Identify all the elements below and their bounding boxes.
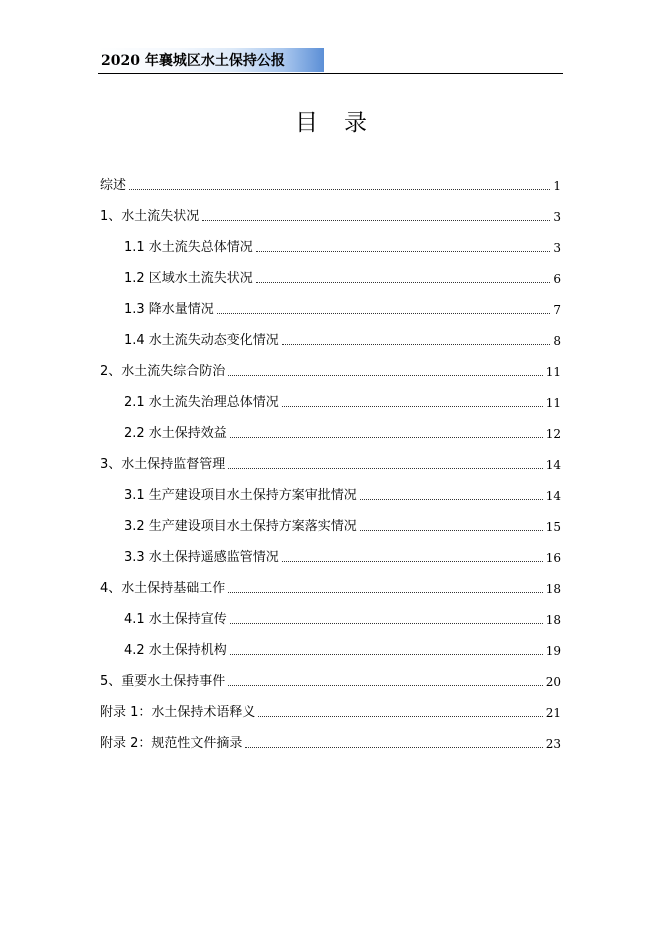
toc-entry-label: 5、重要水土保持事件 xyxy=(100,674,226,689)
toc-entry-page-number: 14 xyxy=(545,458,561,472)
toc-entry[interactable] xyxy=(100,319,561,350)
toc-entry-page-number: 12 xyxy=(545,427,561,441)
toc-entry-page-number: 16 xyxy=(545,551,561,565)
toc-entry-page-number: 20 xyxy=(545,675,561,689)
toc-entry[interactable] xyxy=(100,412,561,443)
table-of-contents xyxy=(100,164,561,753)
toc-dot-leader xyxy=(282,561,543,562)
toc-entry-page-number: 21 xyxy=(545,706,561,720)
toc-entry-label: 综述 xyxy=(100,178,127,193)
toc-entry[interactable] xyxy=(100,443,561,474)
toc-dot-leader xyxy=(217,313,551,314)
toc-dot-leader xyxy=(230,623,543,624)
toc-entry-page-number: 19 xyxy=(545,644,561,658)
toc-entry-label: 1.1 水土流失总体情况 xyxy=(124,240,253,255)
toc-entry-page-number: 7 xyxy=(553,303,561,317)
toc-dot-leader xyxy=(360,499,543,500)
toc-dot-leader xyxy=(256,282,551,283)
toc-entry-page-number: 8 xyxy=(553,334,561,348)
toc-dot-leader xyxy=(228,468,542,469)
toc-entry-label: 4.2 水土保持机构 xyxy=(124,643,227,658)
toc-entry-page-number: 6 xyxy=(553,272,561,286)
toc-heading: 目录 xyxy=(295,110,393,136)
toc-entry-label: 4、水土保持基础工作 xyxy=(100,581,226,596)
toc-entry[interactable] xyxy=(100,195,561,226)
toc-entry[interactable] xyxy=(100,164,561,195)
toc-entry-label: 3.2 生产建设项目水土保持方案落实情况 xyxy=(124,519,357,534)
toc-dot-leader xyxy=(256,251,551,252)
toc-entry-label: 1.2 区域水土流失状况 xyxy=(124,271,253,286)
toc-dot-leader xyxy=(228,375,542,376)
toc-entry-page-number: 3 xyxy=(553,210,561,224)
toc-entry[interactable] xyxy=(100,660,561,691)
toc-entry-page-number: 18 xyxy=(545,582,561,596)
toc-entry[interactable] xyxy=(100,567,561,598)
toc-entry-page-number: 3 xyxy=(553,241,561,255)
document-header-title: 2020 年襄城区水土保持公报 xyxy=(101,53,285,69)
toc-entry-page-number: 23 xyxy=(545,737,561,751)
toc-entry[interactable] xyxy=(100,288,561,319)
toc-entry-page-number: 11 xyxy=(545,396,561,410)
toc-entry-label: 3.1 生产建设项目水土保持方案审批情况 xyxy=(124,488,357,503)
toc-dot-leader xyxy=(230,437,543,438)
toc-entry-label: 3.3 水土保持遥感监管情况 xyxy=(124,550,279,565)
toc-entry[interactable] xyxy=(100,722,561,753)
toc-entry-label: 3、水土保持监督管理 xyxy=(100,457,226,472)
toc-dot-leader xyxy=(258,716,542,717)
toc-entry[interactable] xyxy=(100,226,561,257)
toc-entry-label: 1.4 水土流失动态变化情况 xyxy=(124,333,279,348)
toc-entry-label: 2.1 水土流失治理总体情况 xyxy=(124,395,279,410)
toc-entry-label: 2、水土流失综合防治 xyxy=(100,364,226,379)
toc-entry-page-number: 18 xyxy=(545,613,561,627)
toc-entry-label: 附录 2：规范性文件摘录 xyxy=(100,736,243,751)
toc-dot-leader xyxy=(228,685,542,686)
toc-dot-leader xyxy=(282,344,551,345)
toc-dot-leader xyxy=(129,189,550,190)
toc-dot-leader xyxy=(202,220,550,221)
toc-entry[interactable] xyxy=(100,598,561,629)
toc-dot-leader xyxy=(360,530,543,531)
toc-entry[interactable] xyxy=(100,629,561,660)
toc-dot-leader xyxy=(282,406,543,407)
toc-dot-leader xyxy=(245,747,542,748)
toc-entry-label: 附录 1：水土保持术语释义 xyxy=(100,705,256,720)
toc-entry[interactable] xyxy=(100,474,561,505)
toc-entry-label: 1.3 降水量情况 xyxy=(124,302,214,317)
toc-entry[interactable] xyxy=(100,381,561,412)
toc-entry[interactable] xyxy=(100,536,561,567)
toc-entry-page-number: 14 xyxy=(545,489,561,503)
toc-entry[interactable] xyxy=(100,257,561,288)
toc-entry[interactable] xyxy=(100,350,561,381)
toc-entry-page-number: 11 xyxy=(545,365,561,379)
toc-entry[interactable] xyxy=(100,505,561,536)
toc-entry[interactable] xyxy=(100,691,561,722)
toc-dot-leader xyxy=(230,654,543,655)
toc-entry-label: 2.2 水土保持效益 xyxy=(124,426,227,441)
toc-entry-page-number: 1 xyxy=(553,179,561,193)
toc-entry-label: 1、水土流失状况 xyxy=(100,209,200,224)
toc-entry-page-number: 15 xyxy=(545,520,561,534)
toc-entry-label: 4.1 水土保持宣传 xyxy=(124,612,227,627)
toc-dot-leader xyxy=(228,592,542,593)
header-divider xyxy=(98,73,563,74)
